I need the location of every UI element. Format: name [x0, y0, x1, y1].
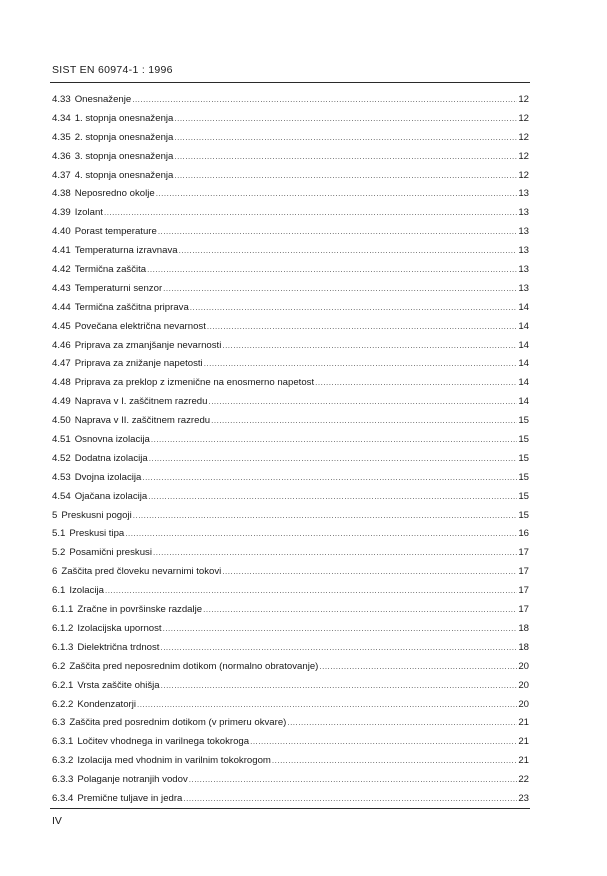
toc-entry-number: 5.1 — [52, 528, 66, 540]
page-number: IV — [52, 815, 62, 827]
toc-entry — [52, 377, 529, 396]
toc-entry — [52, 188, 529, 207]
toc-entry-number: 5 — [52, 509, 58, 521]
toc-entry-title: Preskusi tipa — [69, 528, 125, 540]
toc-entry — [52, 680, 529, 699]
toc-entry — [52, 510, 529, 529]
toc-dot-leader — [163, 624, 518, 633]
toc-dot-leader — [104, 208, 517, 217]
toc-entry-page: 21 — [518, 736, 529, 748]
toc-entry-number: 4.46 — [52, 339, 71, 351]
toc-entry — [52, 113, 529, 132]
toc-dot-leader — [203, 605, 517, 614]
toc-entry-title: Ojačana izolacija — [74, 490, 148, 502]
toc-entry-number: 4.38 — [52, 188, 71, 200]
toc-dot-leader — [133, 511, 518, 520]
toc-entry-number: 4.35 — [52, 131, 71, 143]
toc-entry-number: 4.37 — [52, 169, 71, 181]
toc-dot-leader — [211, 416, 517, 425]
toc-entry-number: 6.3 — [52, 717, 66, 729]
header-rule — [50, 82, 530, 83]
toc-entry-number: 4.53 — [52, 471, 71, 483]
toc-entry — [52, 604, 529, 623]
toc-entry-title: Zaščita pred človeku nevarnimi tokovi — [61, 566, 222, 578]
toc-entry-number: 4.44 — [52, 301, 71, 313]
toc-entry-page: 14 — [518, 301, 529, 313]
toc-entry — [52, 151, 529, 170]
toc-entry-title: Izolant — [74, 207, 103, 219]
toc-entry — [52, 434, 529, 453]
toc-entry-page: 15 — [518, 434, 529, 446]
toc-entry-title: Polaganje notranjih vodov — [77, 774, 188, 786]
toc-entry-title: 3. stopnja onesnaženja — [74, 150, 174, 162]
toc-entry — [52, 302, 529, 321]
toc-entry-title: Dodatna izolacija — [74, 452, 148, 464]
toc-entry — [52, 358, 529, 377]
toc-entry-number: 6.1.3 — [52, 641, 74, 653]
toc-entry-title: Posamični preskusi — [69, 547, 152, 559]
toc-entry-number: 6 — [52, 566, 58, 578]
toc-entry-page: 14 — [518, 358, 529, 370]
toc-entry — [52, 755, 529, 774]
toc-entry-number: 6.1.1 — [52, 604, 74, 616]
toc-entry-number: 4.42 — [52, 264, 71, 276]
toc-entry — [52, 717, 529, 736]
toc-entry-page: 12 — [518, 169, 529, 181]
toc-entry-title: Priprava za zmanjšanje nevarnosti — [74, 339, 222, 351]
toc-entry-title: Priprava za preklop z izmenične na enosmerno napetost — [74, 377, 315, 389]
toc-entry-title: Zaščita pred posrednim dotikom (v primeru okvare) — [69, 717, 287, 729]
toc-entry-title: 4. stopnja onesnaženja — [74, 169, 174, 181]
toc-dot-leader — [204, 359, 518, 368]
toc-dot-leader — [174, 114, 517, 123]
toc-entry-title: Naprava v II. zaščitnem razredu — [74, 415, 211, 427]
toc-entry-page: 14 — [518, 320, 529, 332]
toc-entry-number: 4.43 — [52, 282, 71, 294]
toc-entry-number: 4.45 — [52, 320, 71, 332]
toc-dot-leader — [179, 246, 518, 255]
toc-entry-page: 18 — [518, 641, 529, 653]
toc-entry-page: 12 — [518, 131, 529, 143]
toc-entry-number: 4.52 — [52, 452, 71, 464]
toc-entry-number: 4.36 — [52, 150, 71, 162]
toc-dot-leader — [222, 341, 517, 350]
toc-entry — [52, 396, 529, 415]
toc-entry-number: 6.3.3 — [52, 774, 74, 786]
toc-entry-page: 13 — [518, 188, 529, 200]
toc-entry-number: 4.40 — [52, 226, 71, 238]
footer-rule — [50, 808, 530, 809]
toc-dot-leader — [174, 133, 517, 142]
toc-entry-page: 22 — [518, 774, 529, 786]
toc-entry-number: 6.1.2 — [52, 622, 74, 634]
toc-dot-leader — [189, 775, 518, 784]
toc-entry-title: Izolacija med vhodnim in varilnim tokokrogom — [77, 755, 271, 767]
toc-entry-title: Premične tuljave in jedra — [77, 792, 183, 804]
toc-dot-leader — [208, 397, 517, 406]
toc-entry-page: 13 — [518, 226, 529, 238]
toc-entry-page: 15 — [518, 490, 529, 502]
toc-dot-leader — [137, 700, 517, 709]
toc-entry-page: 17 — [518, 604, 529, 616]
toc-entry — [52, 245, 529, 264]
toc-entry-title: 2. stopnja onesnaženja — [74, 131, 174, 143]
toc-entry-page: 15 — [518, 415, 529, 427]
toc-entry-title: Izolacija — [69, 585, 105, 597]
toc-dot-leader — [149, 454, 518, 463]
toc-dot-leader — [142, 473, 517, 482]
toc-entry-number: 4.41 — [52, 245, 71, 257]
toc-dot-leader — [105, 586, 517, 595]
toc-entry — [52, 491, 529, 510]
table-of-contents — [52, 94, 529, 812]
toc-entry — [52, 472, 529, 491]
toc-dot-leader — [161, 681, 518, 690]
toc-entry-title: Izolacijska upornost — [77, 622, 162, 634]
toc-entry-page: 14 — [518, 339, 529, 351]
toc-entry-number: 6.2 — [52, 660, 66, 672]
toc-entry-number: 4.51 — [52, 434, 71, 446]
toc-entry — [52, 699, 529, 718]
toc-dot-leader — [151, 435, 517, 444]
toc-entry-number: 4.48 — [52, 377, 71, 389]
toc-entry-page: 21 — [518, 717, 529, 729]
toc-entry-title: Naprava v I. zaščitnem razredu — [74, 396, 208, 408]
toc-dot-leader — [174, 152, 517, 161]
toc-entry-number: 4.54 — [52, 490, 71, 502]
toc-entry-title: Priprava za znižanje napetosti — [74, 358, 203, 370]
toc-entry — [52, 226, 529, 245]
toc-entry-page: 17 — [518, 585, 529, 597]
toc-entry — [52, 453, 529, 472]
toc-entry-title: Vrsta zaščite ohišja — [77, 679, 160, 691]
toc-entry-number: 4.34 — [52, 112, 71, 124]
toc-entry-page: 20 — [518, 698, 529, 710]
toc-entry-page: 12 — [518, 112, 529, 124]
toc-entry — [52, 340, 529, 359]
toc-entry-number: 6.2.1 — [52, 679, 74, 691]
toc-entry — [52, 94, 529, 113]
toc-entry — [52, 774, 529, 793]
toc-dot-leader — [250, 737, 517, 746]
toc-entry-page: 15 — [518, 509, 529, 521]
toc-entry-title: Kondenzatorji — [77, 698, 137, 710]
toc-entry-page: 23 — [518, 792, 529, 804]
toc-dot-leader — [222, 567, 517, 576]
toc-dot-leader — [148, 492, 517, 501]
toc-entry — [52, 566, 529, 585]
toc-entry-title: Termična zaščitna priprava — [74, 301, 189, 313]
toc-entry-page: 15 — [518, 471, 529, 483]
toc-entry-title: Osnovna izolacija — [74, 434, 150, 446]
toc-entry — [52, 170, 529, 189]
toc-entry-page: 12 — [518, 150, 529, 162]
toc-entry — [52, 793, 529, 812]
toc-entry-page: 16 — [518, 528, 529, 540]
toc-entry-title: Dvojna izolacija — [74, 471, 142, 483]
toc-dot-leader — [315, 378, 517, 387]
toc-entry-number: 4.33 — [52, 94, 71, 105]
toc-dot-leader — [158, 227, 518, 236]
toc-entry-number: 5.2 — [52, 547, 66, 559]
toc-dot-leader — [174, 171, 517, 180]
toc-dot-leader — [153, 548, 517, 557]
toc-entry — [52, 528, 529, 547]
toc-entry-page: 18 — [518, 622, 529, 634]
toc-entry — [52, 623, 529, 642]
toc-dot-leader — [287, 718, 517, 727]
toc-entry — [52, 321, 529, 340]
toc-entry-number: 4.49 — [52, 396, 71, 408]
toc-entry-title: Onesnaženje — [74, 94, 132, 105]
toc-entry — [52, 585, 529, 604]
toc-entry-page: 13 — [518, 207, 529, 219]
toc-entry-number: 6.3.4 — [52, 792, 74, 804]
toc-dot-leader — [207, 322, 517, 331]
toc-entry-title: Temperaturni senzor — [74, 282, 163, 294]
toc-entry-page: 14 — [518, 377, 529, 389]
toc-dot-leader — [132, 95, 517, 104]
toc-dot-leader — [190, 303, 518, 312]
toc-entry — [52, 642, 529, 661]
toc-entry — [52, 661, 529, 680]
toc-dot-leader — [183, 794, 517, 803]
toc-entry-number: 6.3.2 — [52, 755, 74, 767]
toc-entry — [52, 132, 529, 151]
toc-entry-page: 14 — [518, 396, 529, 408]
toc-entry-title: Dielektrična trdnost — [77, 641, 160, 653]
toc-entry-title: Preskusni pogoji — [61, 509, 132, 521]
toc-entry — [52, 415, 529, 434]
toc-entry-page: 17 — [518, 566, 529, 578]
toc-entry-page: 20 — [518, 679, 529, 691]
toc-entry-page: 20 — [518, 660, 529, 672]
toc-entry-title: 1. stopnja onesnaženja — [74, 112, 174, 124]
toc-entry — [52, 207, 529, 226]
toc-entry — [52, 547, 529, 566]
toc-entry — [52, 264, 529, 283]
toc-entry-page: 12 — [518, 94, 529, 105]
toc-entry-number: 4.47 — [52, 358, 71, 370]
toc-entry-number: 4.50 — [52, 415, 71, 427]
toc-entry-page: 21 — [518, 755, 529, 767]
toc-dot-leader — [156, 189, 518, 198]
toc-entry-page: 13 — [518, 245, 529, 257]
toc-dot-leader — [163, 284, 517, 293]
toc-entry-page: 13 — [518, 264, 529, 276]
toc-entry-number: 4.39 — [52, 207, 71, 219]
toc-entry-title: Temperaturna izravnava — [74, 245, 178, 257]
toc-entry-number: 6.1 — [52, 585, 66, 597]
toc-entry-title: Neposredno okolje — [74, 188, 155, 200]
toc-entry-title: Porast temperature — [74, 226, 157, 238]
toc-entry-number: 6.2.2 — [52, 698, 74, 710]
toc-entry-title: Termična zaščita — [74, 264, 147, 276]
toc-entry-title: Povečana električna nevarnost — [74, 320, 206, 332]
toc-entry — [52, 736, 529, 755]
toc-dot-leader — [160, 643, 517, 652]
toc-dot-leader — [125, 529, 517, 538]
toc-entry-page: 15 — [518, 452, 529, 464]
toc-entry — [52, 283, 529, 302]
toc-entry-title: Zračne in površinske razdalje — [77, 604, 203, 616]
toc-entry-page: 13 — [518, 282, 529, 294]
toc-entry-page: 17 — [518, 547, 529, 559]
toc-dot-leader — [272, 756, 517, 765]
toc-entry-title: Zaščita pred neposrednim dotikom (normalno obratovanje) — [69, 660, 319, 672]
toc-dot-leader — [147, 265, 517, 274]
toc-entry-title: Ločitev vhodnega in varilnega tokokroga — [77, 736, 250, 748]
toc-entry-number: 6.3.1 — [52, 736, 74, 748]
document-header: SIST EN 60974-1 : 1996 — [52, 64, 173, 76]
toc-dot-leader — [319, 662, 517, 671]
